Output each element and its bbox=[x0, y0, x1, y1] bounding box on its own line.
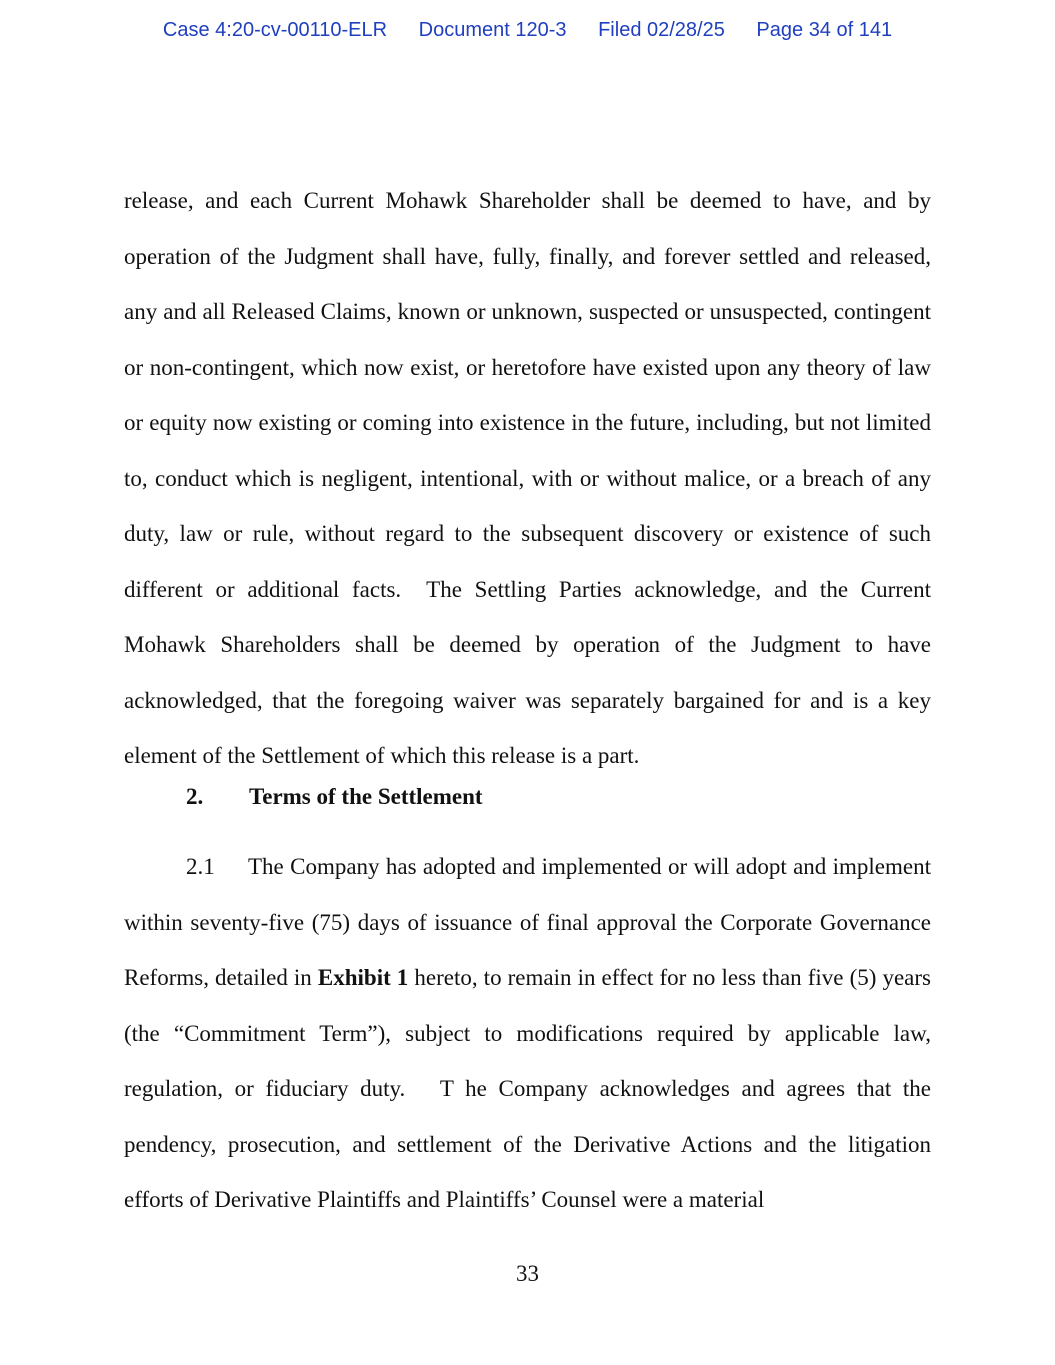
page-number: 33 bbox=[516, 1261, 539, 1286]
paragraph-release-text: release, and each Current Mohawk Shareholder shall be deemed to have, and by operation of the Judgment shall have, fully, finally, and forever settled and released, any and all Released Claims, known or unknown, suspected or unsuspected, contingent or non-contingent, which now exist, or heretofore have existed upon any theory of law or equity now existing or coming into existence in the future, including, but not limited to, conduct which is negligent, intentional, with or without malice, or a breach of any duty, law or rule, without regard to the subsequent discovery or existence of such different or additional facts. The Settling Parties acknowledge, and the Current Mohawk Shareholders shall be deemed by operation of the Judgment to have acknowledged, that the foregoing waiver was separately bargained for and is a key element of the Settlement of which this release is a part. bbox=[124, 188, 931, 768]
section-heading bbox=[186, 784, 483, 810]
page-of-total: Page 34 of 141 bbox=[756, 19, 893, 41]
paragraph-2-1-text bbox=[124, 839, 931, 1228]
section-number: 2. bbox=[186, 784, 204, 809]
case-number: Case 4:20-cv-00110-ELR bbox=[162, 19, 388, 41]
exhibit-reference: Exhibit 1 bbox=[317, 965, 409, 990]
document-number: Document 120-3 bbox=[418, 19, 567, 41]
paragraph-text-before: The Company has adopted and implemented or will adopt and implement within seventy-five (75) days of issuance of final approval the Corporate Governance Reforms, detailed in bbox=[124, 854, 931, 990]
paragraph-release bbox=[124, 173, 931, 784]
paragraph-text-after: hereto, to remain in effect for no less than five (5) years (the “Commitment Term”), subject to modifications required by applicable law, regulation, or fiduciary duty. T he Company acknowledges and agrees that the pendency, prosecution, and settlement of the Derivative Actions and the litigation efforts of Derivative Plaintiffs and Plaintiffs’ Counsel were a material bbox=[124, 965, 931, 1212]
section-title: Terms of the Settlement bbox=[249, 784, 483, 809]
filed-date: Filed 02/28/25 bbox=[598, 19, 725, 41]
paragraph-2-1 bbox=[124, 839, 931, 1228]
ecf-filing-header bbox=[0, 19, 1055, 42]
paragraph-number: 2.1 bbox=[186, 854, 215, 879]
